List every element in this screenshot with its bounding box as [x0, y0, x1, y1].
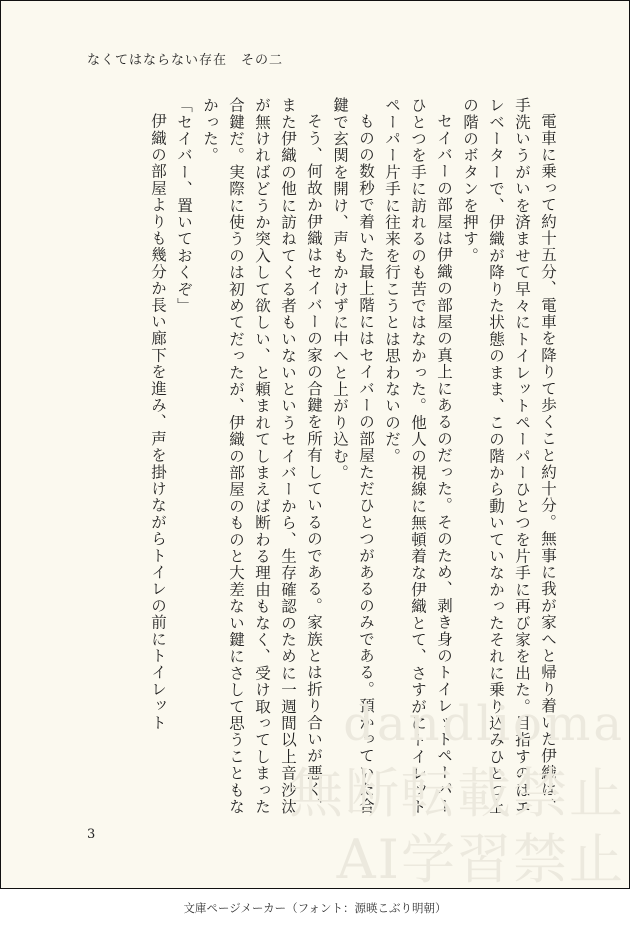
running-header: なくてはならない存在 その二 [87, 53, 284, 68]
paragraph: セイバーの部屋は伊織の部屋の真上にあるのだった。そのため、剥き身のトイレットペーパーひとつを手に訪れるのも苦ではなかった。他人の視線に無頓着な伊織とて、さすがにトイレットペーパー片手に往来を行こうとは思わないのだ。 [383, 97, 453, 816]
dialogue-line: 「セイバー、置いておくぞ」 [175, 97, 193, 315]
watermark-no-repost: 無断転載禁止 [289, 762, 625, 825]
vertical-body-text [81, 97, 561, 817]
paragraph: 電車に乗って約十五分、電車を降りて歩くこと約十分。無事に我が家へと帰り着いた伊織は、手洗いうがいを済ませて早々にトイレットペーパーひとつを片手に再び家を出た。目指すのはエレベーターで、伊織が降りた状態のまま、この階から動いていなかったそれに乗り込みひとつ上の階のボタンを押す。 [461, 97, 557, 816]
paragraph: ものの数秒で着いた最上階にはセイバーの部屋ただひとつがあるのみである。預かっていた合鍵で玄関を開け、声もかけずに中へと上がり込む。 [331, 97, 375, 814]
footer-credit: 文庫ページメーカー（フォント：源暎こぶり明朝） [183, 901, 447, 915]
page-number: 3 [87, 827, 96, 842]
watermark-author: dandlioma [343, 696, 625, 752]
paragraph: そう、何故か伊織はセイバーの家の合鍵を所有しているのである。家族とは折り合いが悪く、また伊織の他に訪ねてくる者もいないというセイバーから、生存確認のために一週間以上音沙汰が無ければどうか突入して欲しい、と頼まれてしまえば断わる理由もなく、受け取ってしまった合鍵だ。実際に使うのは初めてだったが、伊織の部屋のものと大差ない鍵にさして思うこともなかった。 [201, 97, 323, 816]
paragraph: 伊織の部屋よりも幾分か長い廊下を進み、声を掛けながらトイレの前にトイレット [149, 112, 167, 731]
watermark-no-ai: AI学習禁止 [336, 828, 625, 889]
